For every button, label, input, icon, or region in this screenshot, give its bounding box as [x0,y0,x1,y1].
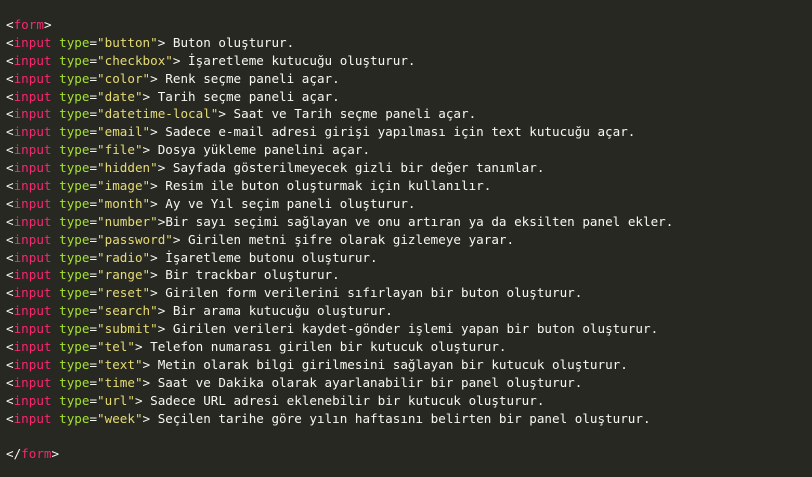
code-line [6,70,812,88]
code-line [6,123,812,141]
type-value: "color" [97,70,151,86]
form-close-line: </form> [6,446,60,462]
type-value: "month" [97,195,151,211]
description-text: Resim ile buton oluşturmak için kullanılır. [157,178,492,194]
type-attribute: type [59,142,90,158]
code-line [6,213,812,231]
description-text: Dosya yükleme panelini açar. [150,142,371,158]
open-bracket: < [6,34,14,50]
input-tag: input [13,410,52,426]
close-bracket: > [142,356,151,372]
type-value: "image" [97,178,151,194]
open-bracket: < [6,321,14,337]
open-bracket: < [6,213,14,229]
description-text: Telefon numarası girilen bir kutucuk oluşturur. [142,339,507,355]
close-bracket: > [150,178,158,194]
description-text: Sayfada gösterilmeyecek gizli bir değer tanımlar. [165,160,545,176]
type-attribute: type [59,195,90,211]
space [52,411,60,426]
close-bracket: > [142,374,151,390]
type-attribute: type [59,249,90,265]
equals: = [89,106,98,122]
form-close-tag: form [21,446,52,462]
code-line [6,159,812,177]
close-bracket: > [150,195,158,211]
input-lines [6,34,812,428]
type-value: "date" [97,88,143,104]
close-bracket: > [157,34,166,50]
space [52,357,60,372]
input-tag: input [13,285,52,301]
equals: = [89,374,98,390]
type-value: "hidden" [97,160,158,176]
type-attribute: type [59,321,90,337]
description-text: Bir sayı seçimi sağlayan ve onu artıran ya da eksilten panel ekler. [165,213,674,229]
open-bracket: < [6,160,14,176]
open-bracket: < [6,374,14,390]
code-line [6,195,812,213]
code-line [6,338,812,356]
description-text: Girilen form verilerini sıfırlayan bir buton oluşturur. [157,285,583,301]
input-tag: input [13,231,52,247]
code-line [6,52,812,70]
type-attribute: type [59,106,90,122]
type-attribute: type [59,213,90,229]
open-bracket: < [6,267,14,283]
input-tag: input [13,339,52,355]
space [52,89,60,104]
description-text: Tarih seçme paneli açar. [150,88,340,104]
code-line [6,34,812,52]
description-text: Sadece e-mail adresi girişi yapılması için text kutucuğu açar. [157,124,636,140]
space [52,196,60,211]
equals: = [89,249,98,265]
input-tag: input [13,88,52,104]
space [52,375,60,390]
close-bracket: > [157,303,166,319]
close-bracket: > [172,52,181,68]
close-bracket: > [172,231,181,247]
open-bracket: < [6,356,14,372]
type-value: "file" [97,142,143,158]
close-bracket: > [142,410,151,426]
code-line [6,231,812,249]
type-attribute: type [59,285,90,301]
open-bracket: < [6,410,14,426]
close-bracket: > [218,106,226,122]
type-attribute: type [59,124,90,140]
type-value: "radio" [97,249,151,265]
equals: = [89,267,98,283]
equals: = [89,88,98,104]
type-value: "password" [97,231,173,247]
open-bracket: < [6,70,14,86]
type-value: "datetime-local" [97,106,219,122]
code-line [6,320,812,338]
input-tag: input [13,70,52,86]
description-text: Girilen verileri kaydet-gönder işlemi yapan bir buton oluşturur. [165,321,659,337]
description-text: Bir arama kutucuğu oluşturur. [165,303,393,319]
open-bracket: < [6,195,14,211]
type-value: "submit" [97,321,158,337]
type-value: "checkbox" [97,52,173,68]
open-bracket: < [6,142,14,158]
close-bracket: > [157,160,166,176]
space [52,339,60,354]
input-tag: input [13,142,52,158]
equals: = [89,321,98,337]
space [52,53,60,68]
type-attribute: type [59,34,90,50]
space [52,393,60,408]
close-bracket: > [157,213,166,229]
equals: = [89,70,98,86]
type-attribute: type [59,374,90,390]
description-text: İşaretleme butonu oluşturur. [157,249,378,265]
equals: = [89,34,98,50]
input-tag: input [13,374,52,390]
input-tag: input [13,52,52,68]
open-bracket: < [6,339,14,355]
space [52,285,60,300]
close-bracket: > [142,142,151,158]
description-text: Seçilen tarihe göre yılın haftasını belirten bir panel oluşturur. [150,410,651,426]
code-line [6,284,812,302]
close-bracket: > [150,285,158,301]
code-line [6,392,812,410]
type-value: "text" [97,356,143,372]
type-attribute: type [59,70,90,86]
space [52,214,60,229]
equals: = [89,303,98,319]
code-line [6,356,812,374]
input-tag: input [13,178,52,194]
description-text: Metin olarak bilgi girilmesini sağlayan bir kutucuk oluşturur. [150,356,628,372]
input-tag: input [13,160,52,176]
type-value: "number" [97,213,158,229]
input-tag: input [13,34,52,50]
description-text: Girilen metni şifre olarak gizlemeye yarar. [180,231,515,247]
equals: = [89,410,98,426]
code-line [6,302,812,320]
equals: = [89,339,98,355]
space [52,160,60,175]
equals: = [89,356,98,372]
input-tag: input [13,321,52,337]
type-attribute: type [59,52,90,68]
equals: = [89,160,98,176]
close-bracket: > [150,267,158,283]
close-bracket: > [157,321,166,337]
input-tag: input [13,195,52,211]
open-bracket: < [6,124,14,140]
type-value: "url" [97,392,135,408]
type-attribute: type [59,339,90,355]
type-attribute: type [59,88,90,104]
input-tag: input [13,267,52,283]
type-attribute: type [59,410,90,426]
type-value: "button" [97,34,158,50]
open-bracket: < [6,303,14,319]
type-attribute: type [59,356,90,372]
open-bracket: < [6,178,14,194]
description-text: Ay ve Yıl seçim paneli oluşturur. [157,195,416,211]
type-value: "tel" [97,339,135,355]
equals: = [89,213,98,229]
space [52,303,60,318]
type-value: "week" [97,410,143,426]
open-bracket: < [6,285,14,301]
type-attribute: type [59,231,90,247]
equals: = [89,142,98,158]
open-bracket: < [6,249,14,265]
close-bracket: > [134,392,143,408]
space [52,35,60,50]
space [52,71,60,86]
close-bracket: > [150,124,158,140]
equals: = [89,178,98,194]
open-bracket: < [6,106,14,122]
form-open-line: <form> [6,17,52,32]
form-open-tag: form [13,17,44,32]
space [52,267,60,282]
type-value: "email" [97,124,151,140]
type-value: "range" [97,267,151,283]
input-tag: input [13,356,52,372]
input-tag: input [13,303,52,319]
code-line [6,88,812,106]
blank-line [6,427,812,445]
open-bracket: < [6,392,14,408]
type-attribute: type [59,303,90,319]
type-value: "time" [97,374,143,390]
equals: = [89,52,98,68]
equals: = [89,392,98,408]
type-attribute: type [59,178,90,194]
close-bracket: > [134,339,143,355]
description-text: Saat ve Tarih seçme paneli açar. [225,106,477,122]
description-text: Sadece URL adresi eklenebilir bir kutucuk oluşturur. [142,392,545,408]
type-attribute: type [59,160,90,176]
equals: = [89,231,98,247]
type-attribute: type [59,267,90,283]
type-value: "reset" [97,285,151,301]
description-text: Saat ve Dakika olarak ayarlanabilir bir panel oluşturur. [150,374,583,390]
close-bracket: > [142,88,151,104]
open-bracket: < [6,88,14,104]
description-text: İşaretleme kutucuğu oluşturur. [180,52,416,68]
close-bracket: > [150,249,158,265]
open-bracket: < [6,231,14,247]
code-line [6,249,812,267]
description-text: Bir trackbar oluşturur. [157,267,340,283]
code-line [6,266,812,284]
input-tag: input [13,213,52,229]
type-attribute: type [59,392,90,408]
space [52,142,60,157]
description-text: Renk seçme paneli açar. [157,70,340,86]
equals: = [89,195,98,211]
type-value: "search" [97,303,158,319]
space [52,321,60,336]
code-line [6,177,812,195]
code-line [6,141,812,159]
equals: = [89,124,98,140]
input-tag: input [13,106,52,122]
code-line [6,105,812,123]
code-line [6,410,812,428]
code-line [6,374,812,392]
input-tag: input [13,249,52,265]
open-bracket: < [6,52,14,68]
space [52,232,60,247]
space [52,106,60,121]
space [52,178,60,193]
input-tag: input [13,124,52,140]
close-bracket: > [150,70,158,86]
space [52,124,60,139]
equals: = [89,285,98,301]
input-tag: input [13,392,52,408]
description-text: Buton oluşturur. [165,34,295,50]
space [52,250,60,265]
